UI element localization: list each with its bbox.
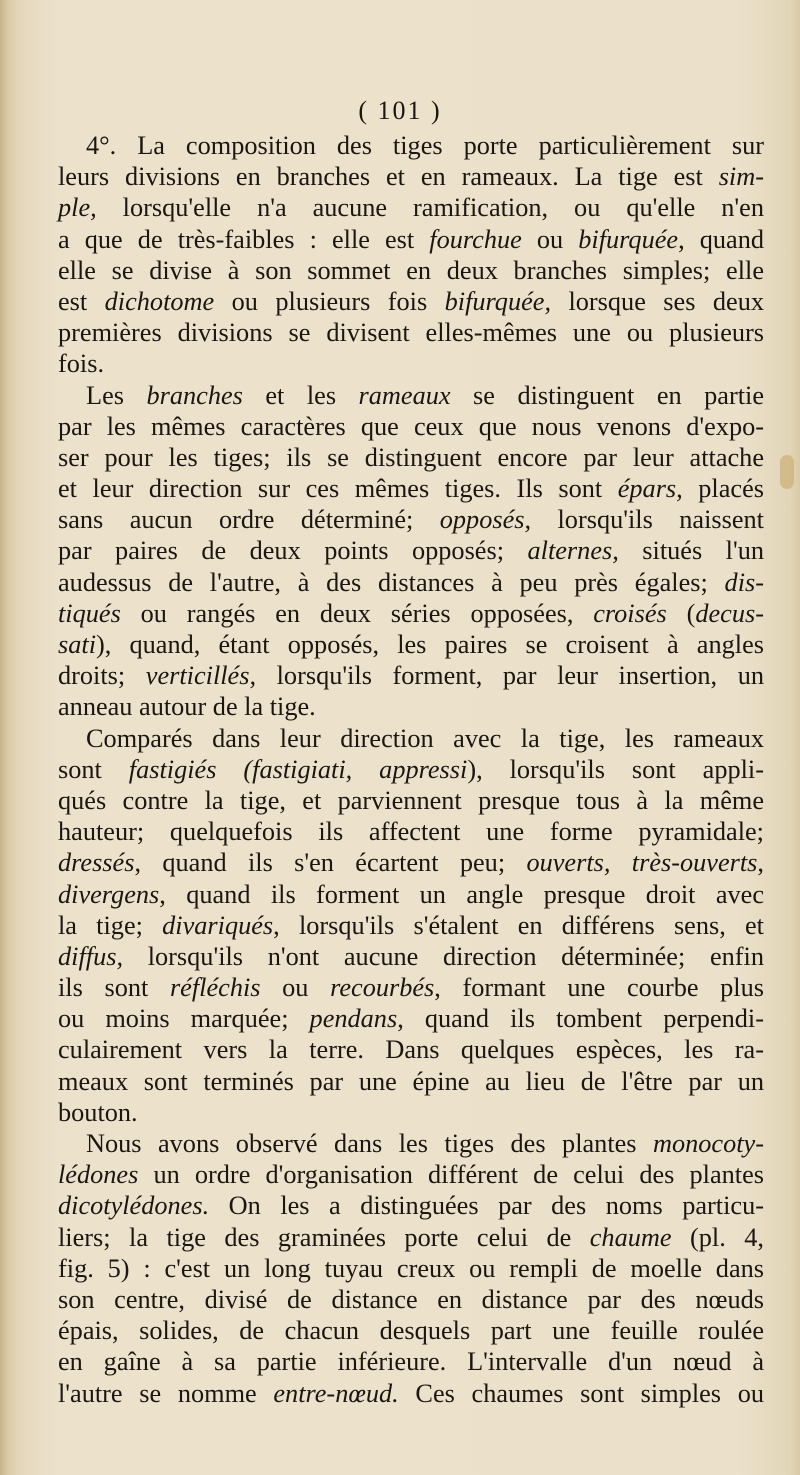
italic-term: dichotome [104, 286, 215, 316]
text-segment: fois. [58, 349, 105, 379]
text-segment: , quand ils forment un angle presque droit avec [159, 879, 764, 909]
text-line [58, 192, 764, 223]
italic-term: branches [146, 380, 243, 410]
text-segment: premières divisions se divisent elles-mêmes une ou plusieurs [58, 318, 764, 348]
text-segment: Comparés dans leur direction avec la tige, les rameaux [86, 723, 764, 753]
italic-term: fourchue [429, 224, 522, 254]
text-segment: , [757, 848, 764, 878]
text-segment: audessus de l'autre, à des distances à peu près égales; [58, 567, 725, 597]
text-segment: par les mêmes caractères que ceux que nous venons d'expo- [58, 411, 764, 441]
text-line [58, 1284, 764, 1315]
text-segment: sans aucun ordre déterminé; [58, 505, 440, 535]
text-segment: droits; [58, 661, 146, 691]
text-line [58, 130, 764, 161]
text-segment: , lorsqu'ils s'étalent en différens sens, et [273, 910, 764, 940]
text-segment: ou [521, 224, 579, 254]
italic-term: bifurquée [578, 224, 679, 254]
text-segment: anneau autour de la tige. [58, 692, 316, 722]
text-line [58, 785, 764, 816]
text-segment: ils sont [58, 973, 170, 1003]
text-segment: lorsqu'ils forment, par leur insertion, un [256, 661, 764, 691]
italic-term: chaume [589, 1222, 672, 1252]
text-segment: ou [260, 973, 331, 1003]
text-segment: liers; la tige des graminées porte celui de [58, 1222, 590, 1252]
text-line [58, 660, 764, 691]
text-line [58, 224, 764, 255]
text-segment: culairement vers la terre. Dans quelques espèces, les ra- [58, 1035, 764, 1065]
paper-stain [780, 455, 794, 489]
text-segment: Ces chaumes sont simples ou [398, 1378, 764, 1408]
text-line [58, 847, 764, 878]
text-line [58, 1190, 764, 1221]
text-segment: Les [86, 380, 147, 410]
text-line [58, 629, 764, 660]
text-segment: ou plusieurs fois [214, 286, 445, 316]
italic-term: sati [58, 630, 96, 659]
text-segment: On les a distinguées par des noms particu- [209, 1191, 764, 1221]
text-segment: ou rangés en deux séries opposées, [120, 598, 594, 628]
text-line [58, 816, 764, 847]
text-segment: fig. 5) : c'est un long tuyau creux ou rempli de moelle dans [58, 1253, 764, 1283]
text-segment: lorsqu'ils n'ont aucune direction déterminée; enfin [123, 941, 764, 971]
text-line [58, 691, 764, 722]
text-segment: ), lorsqu'ils sont appli- [467, 754, 764, 784]
text-segment: ( [666, 598, 696, 628]
text-segment: (pl. 4, [671, 1222, 764, 1252]
italic-term: alternes, [527, 536, 619, 566]
italic-term: dicotylédones. [58, 1191, 210, 1221]
italic-term: entre-nœud. [273, 1378, 399, 1408]
text-segment: lorsque ses deux [551, 286, 764, 316]
text-segment: sont [58, 754, 129, 784]
text-segment: ), quand, étant opposés, les paires se croisent à angles [96, 630, 764, 659]
text-line [58, 348, 764, 379]
text-segment: la tige; [58, 910, 163, 940]
text-line [58, 1097, 764, 1128]
text-segment: lorsqu'elle n'a aucune ramification, ou qu'elle n'en [96, 193, 764, 223]
text-line [58, 1222, 764, 1253]
italic-term: monocoty- [653, 1129, 764, 1158]
text-segment: hauteur; quelquefois ils affectent une forme pyramidale; [58, 817, 764, 847]
text-line [58, 473, 764, 504]
text-line [58, 567, 764, 598]
text-line [58, 1315, 764, 1346]
text-line [58, 1378, 764, 1409]
text-segment: est [58, 286, 105, 316]
text-line [58, 941, 764, 972]
italic-term: dressés [58, 848, 135, 878]
text-line [58, 723, 764, 754]
italic-term: divariqués [162, 910, 274, 940]
text-line [58, 598, 764, 629]
text-segment: qués contre la tige, et parviennent presque tous à la même [58, 785, 764, 815]
text-segment: , quand ils tombent perpendi- [397, 1004, 764, 1034]
italic-term: ouverts, très-ouverts [526, 848, 758, 878]
text-segment: et les [242, 380, 359, 410]
text-line [58, 317, 764, 348]
text-segment: épais, solides, de chacun desquels part une feuille roulée [58, 1316, 764, 1346]
text-line [58, 972, 764, 1003]
text-line [58, 504, 764, 535]
text-segment: leurs divisions en branches et en rameaux. La tige est [58, 162, 719, 192]
italic-term: fastigiés (fastigiati, appressi [128, 754, 468, 784]
italic-term: recourbés [330, 973, 435, 1003]
text-segment: bouton. [58, 1097, 138, 1127]
italic-term: sim- [718, 162, 764, 192]
text-segment: son centre, divisé de distance en distance par des nœuds [58, 1284, 764, 1314]
text-segment: a que de très-faibles : elle est [58, 224, 430, 254]
text-line [58, 442, 764, 473]
text-line [58, 1003, 764, 1034]
page-number: ( 101 ) [358, 96, 442, 125]
text-line [58, 286, 764, 317]
italic-term: divergens [58, 879, 160, 909]
text-line [58, 255, 764, 286]
text-segment: , quand [678, 224, 764, 254]
text-line [58, 535, 764, 566]
italic-term: tiqués [58, 598, 121, 628]
italic-term: diffus, [58, 941, 124, 971]
text-segment: un ordre d'organisation différent de celui des plantes [138, 1160, 764, 1190]
italic-term: lédones [58, 1160, 139, 1190]
text-line [58, 1066, 764, 1097]
text-line [58, 1034, 764, 1065]
text-segment: placés [682, 474, 764, 504]
text-segment: , formant une courbe plus [434, 973, 764, 1003]
text-segment: meaux sont terminés par une épine au lieu de l'être par un [58, 1066, 764, 1096]
italic-term: rameaux [358, 380, 451, 410]
text-segment: situés l'un [618, 536, 764, 566]
text-segment: par paires de deux points opposés; [58, 536, 528, 566]
italic-term: bifurquée, [444, 286, 552, 316]
text-line [58, 161, 764, 192]
text-segment: , quand ils s'en écartent peu; [134, 848, 527, 878]
italic-term: réfléchis [169, 973, 261, 1003]
text-segment: lorsqu'ils naissent [531, 505, 764, 535]
text-line [58, 1159, 764, 1190]
text-segment: se distinguent en partie [450, 380, 764, 410]
italic-term: pendans [309, 1004, 398, 1034]
text-segment: ou moins marquée; [58, 1004, 310, 1034]
italic-term: ple, [58, 193, 97, 223]
body-text [58, 130, 764, 1409]
text-line [58, 879, 764, 910]
page-edge-shadow [0, 0, 14, 1475]
text-line [58, 754, 764, 785]
text-line [58, 1346, 764, 1377]
italic-term: opposés, [439, 505, 532, 535]
italic-term: épars, [617, 474, 683, 504]
text-segment: et leur direction sur ces mêmes tiges. Ils sont [58, 474, 618, 504]
text-line [58, 1253, 764, 1284]
text-segment: 4°. La composition des tiges porte particulièrement sur [86, 131, 764, 160]
italic-term: croisés [593, 598, 667, 628]
italic-term: decus- [695, 598, 764, 628]
text-segment: ser pour les tiges; ils se distinguent encore par leur attache [58, 442, 764, 472]
text-segment: l'autre se nomme [58, 1378, 274, 1408]
text-line [58, 380, 764, 411]
text-segment: elle se divise à son sommet en deux branches simples; elle [58, 255, 764, 285]
text-line [58, 411, 764, 442]
italic-term: dis- [724, 567, 764, 597]
text-segment: Nous avons observé dans les tiges des plantes [86, 1129, 653, 1158]
text-segment: en gaîne à sa partie inférieure. L'intervalle d'un nœud à [58, 1347, 764, 1377]
italic-term: verticillés, [145, 661, 257, 691]
text-line [58, 910, 764, 941]
text-line [58, 1128, 764, 1159]
